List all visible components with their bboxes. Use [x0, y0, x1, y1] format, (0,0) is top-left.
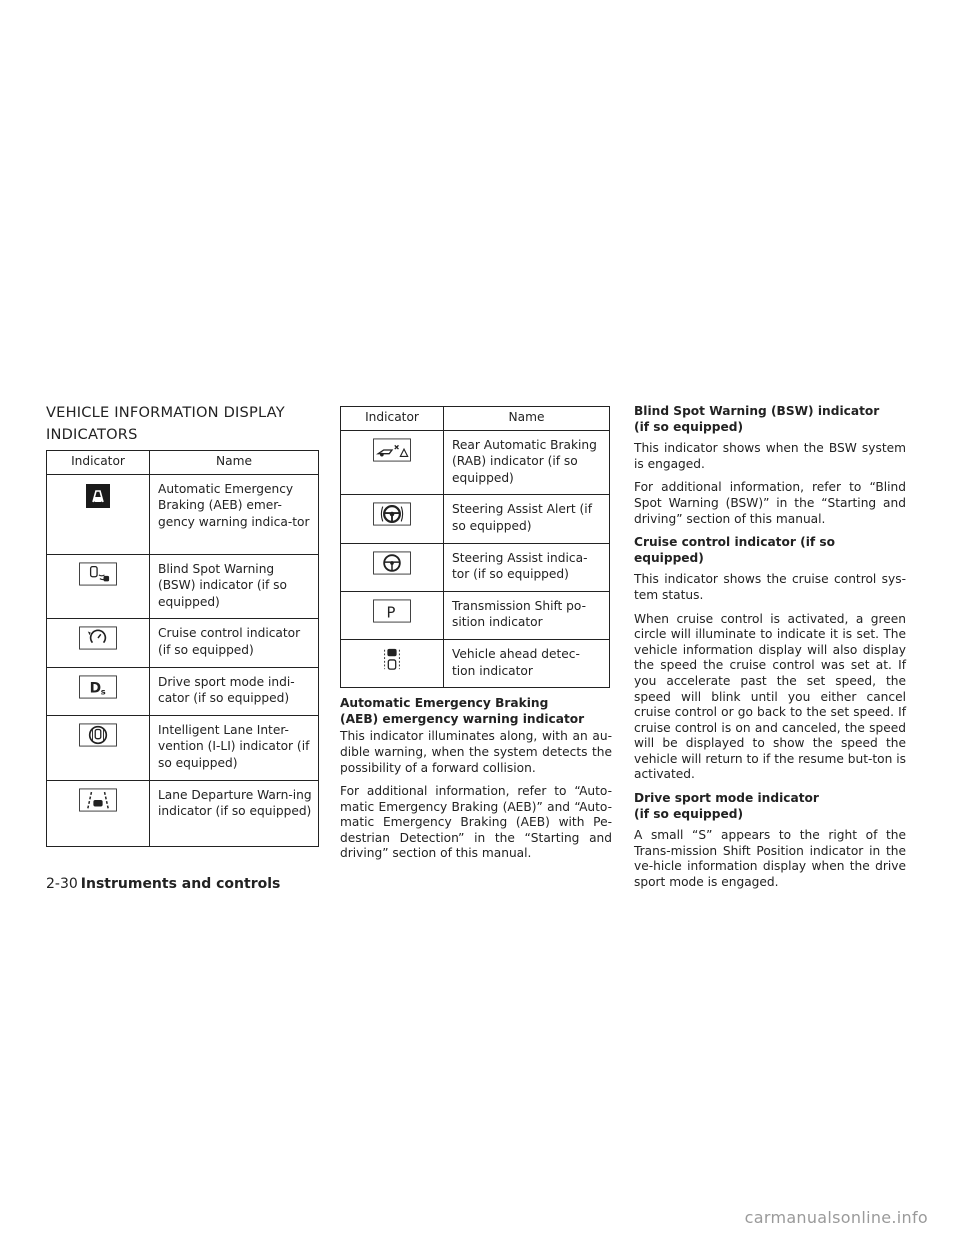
aeb-paragraph-1: This indicator illuminates along, with an au-dible warning, when the system detects the possibility of a forward collision.	[340, 729, 612, 775]
ds-paragraph-1: A small “S” appears to the right of the Trans-mission Shift Position indicator in the ve-hicle information display when the drive sport mode is engaged.	[634, 828, 906, 890]
vehicle-ahead-icon	[371, 647, 413, 671]
indicator-name: Blind Spot Warning (BSW) indicator (if so equipped)	[150, 554, 319, 619]
steering-assist-icon	[371, 551, 413, 575]
table-row	[47, 780, 318, 846]
bsw-heading: Blind Spot Warning (BSW) indicator (if so equipped)	[634, 404, 880, 434]
shift-p-icon	[371, 599, 413, 623]
indicator-name: Vehicle ahead detec-tion indicator	[444, 639, 610, 687]
table-row	[341, 430, 609, 495]
ds-letter-main: D	[89, 680, 102, 697]
ds-heading: Drive sport mode indicator (if so equipped)	[634, 791, 819, 821]
indicator-name: Cruise control indicator (if so equipped)	[150, 619, 319, 667]
page-number: 2-30	[46, 876, 78, 892]
indicator-name: Automatic Emergency Braking (AEB) emer-gency warning indica-tor	[150, 474, 319, 554]
indicator-table-right	[340, 406, 610, 688]
watermark: carmanualsonline.info	[744, 1208, 928, 1227]
bsw-paragraph-1: This indicator shows when the BSW system is engaged.	[634, 441, 906, 471]
header-indicator: Indicator	[341, 407, 444, 430]
table-header-row	[47, 451, 318, 474]
aeb-heading: Automatic Emergency Braking (AEB) emergency warning indicator	[340, 696, 585, 726]
table-row	[47, 554, 318, 619]
table-row	[47, 667, 318, 715]
left-column	[46, 402, 321, 847]
indicator-name: Rear Automatic Braking (RAB) indicator (if so equipped)	[444, 430, 610, 495]
steering-alert-icon	[371, 502, 413, 526]
section-title: VEHICLE INFORMATION DISPLAY INDICATORS	[46, 404, 285, 443]
table-row	[47, 474, 318, 554]
cruise-paragraph-1: This indicator shows the cruise control sys-tem status.	[634, 572, 906, 602]
indicator-table-left	[46, 450, 319, 847]
indicator-name: Intelligent Lane Inter-vention (I-LI) indicator (if so equipped)	[150, 715, 319, 780]
table-row	[341, 495, 609, 543]
right-column	[634, 404, 906, 891]
table-row	[47, 715, 318, 780]
cruise-paragraph-2: When cruise control is activated, a green circle will illuminate to indicate it is set. The vehicle information display will also display the speed the cruise control was set at. If you accelerate past the set speed, the speed will blink until you either cancel cruise control or go back to the set speed. If cruise control is on and canceled, the speed will be displayed to show the speed the vehicle will return to if the resume but-ton is activated.	[634, 611, 906, 782]
ds-letter-sub: s	[100, 685, 106, 696]
table-row	[47, 619, 318, 667]
aeb-warning-icon	[85, 483, 111, 509]
header-name: Name	[150, 451, 319, 474]
cruise-control-icon	[77, 626, 119, 650]
table-row	[341, 591, 609, 639]
lane-departure-icon	[77, 788, 119, 812]
drive-sport-icon	[77, 675, 119, 699]
bsw-paragraph-2: For additional information, refer to “Blind Spot Warning (BSW)” in the “Starting and driving” section of this manual.	[634, 480, 906, 526]
page-footer	[46, 876, 280, 892]
table-row	[341, 639, 609, 687]
indicator-name: Drive sport mode indi-cator (if so equipped)	[150, 667, 319, 715]
header-indicator: Indicator	[47, 451, 150, 474]
indicator-name: Transmission Shift po-sition indicator	[444, 591, 610, 639]
blind-spot-icon	[77, 562, 119, 586]
cruise-heading: Cruise control indicator (if so equipped)	[634, 535, 836, 565]
indicator-name: Steering Assist indica-tor (if so equipped)	[444, 543, 610, 591]
rear-braking-icon	[371, 438, 413, 462]
header-name: Name	[444, 407, 610, 430]
shift-p-letter: P	[386, 604, 396, 622]
table-row	[341, 543, 609, 591]
chapter-title: Instruments and controls	[80, 876, 281, 892]
aeb-paragraph-2: For additional information, refer to “Auto-matic Emergency Braking (AEB)” and “Auto-matic Emergency Braking (AEB) with Pe-destrian Detection” in the “Starting and driving” section of this manual.	[340, 784, 612, 861]
indicator-name: Steering Assist Alert (if so equipped)	[444, 495, 610, 543]
lane-intervention-icon	[77, 723, 119, 747]
table-header-row	[341, 407, 609, 430]
middle-column	[340, 406, 612, 862]
indicator-name: Lane Departure Warn-ing indicator (if so equipped)	[150, 780, 319, 846]
